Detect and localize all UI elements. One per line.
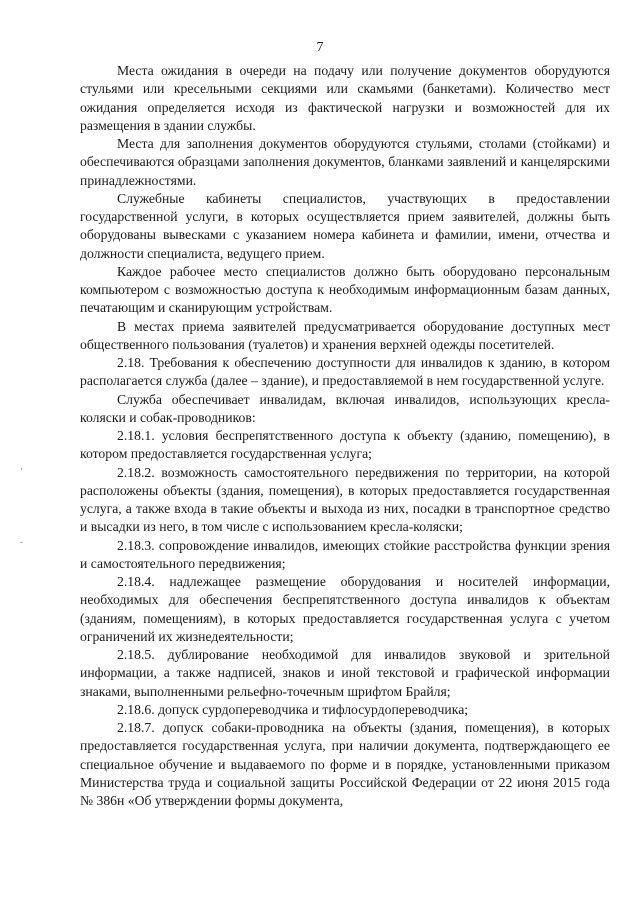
margin-mark: - bbox=[20, 537, 23, 547]
clause-2-18-5: 2.18.5. дублирование необходимой для инвалидов звуковой и зрительной информации, а также надписей, знаков и иной текстовой и графической информации знаками, выполненными рельефно-точечным шрифтом Брайля; bbox=[80, 647, 610, 699]
document-body bbox=[80, 62, 610, 810]
paragraph-workplace-equipment: Каждое рабочее место специалистов должно быть оборудовано персональным компьютером с возможностью доступа к необходимым информационным базам данных, печатающим и сканирующим устройствам. bbox=[80, 263, 610, 316]
page-number: 7 bbox=[316, 40, 324, 55]
section-heading-2-18: 2.18. Требования к обеспечению доступности для инвалидов к зданию, в котором располагается служба (далее – здание), и предоставляемой в нем государственной услуге. bbox=[80, 355, 610, 389]
clause-2-18-7: 2.18.7. допуск собаки-проводника на объекты (здания, помещения), в которых предоставляется государственная услуга, при наличии документа, подтверждающего ее специальное обучение и выдаваемого по форме и в порядке, установленными приказом Министерства труда и социальной защиты Российской Федерации от 22 июня 2015 года № 386н «Об утверждении формы документа, bbox=[80, 720, 610, 808]
paragraph-waiting-places: Места ожидания в очереди на подачу или получение документов оборудуются стульями или кресельными секциями или скамьями (банкетами). Количество мест ожидания определяется исходя из фактической нагрузки и возможностей для их размещения в здании службы. bbox=[80, 63, 610, 133]
margin-mark: , bbox=[20, 461, 23, 471]
clause-2-18-4: 2.18.4. надлежащее размещение оборудования и носителей информации, необходимых для обеспечения беспрепятственного доступа инвалидов к объектам (зданиям, помещениям), в которых предоставляется государственная услуга с учетом ограничений их жизнедеятельности; bbox=[80, 574, 610, 644]
paragraph-filling-places: Места для заполнения документов оборудуются стульями, столами (стойками) и обеспечиваются образцами заполнения документов, бланками заявлений и канцелярскими принадлежностями. bbox=[80, 136, 610, 188]
clause-2-18-2: 2.18.2. возможность самостоятельного передвижения по территории, на которой расположены объекты (здания, помещения), в которых предоставляется государственная услуга, а также входа в такие объекты и выхода из них, посадки в транспортное средство и высадки из него, в том числе с использованием кресла-коляски; bbox=[80, 464, 610, 535]
paragraph-public-facilities: В местах приема заявителей предусматривается оборудование доступных мест общественного пользования (туалетов) и хранения верхней одежды посетителей. bbox=[80, 318, 610, 352]
clause-2-18-3: 2.18.3. сопровождение инвалидов, имеющих стойкие расстройства функции зрения и самостоятельного передвижения; bbox=[80, 537, 610, 571]
clause-2-18-6: 2.18.6. допуск сурдопереводчика и тифлосурдопереводчика; bbox=[117, 701, 469, 717]
paragraph-service-offices: Служебные кабинеты специалистов, участвующих в предоставлении государственной услуги, в которых осуществляется прием заявителей, должны быть оборудованы вывесками с указанием номера кабинета и фамилии, имени, отчества и должности специалиста, ведущего прием. bbox=[80, 190, 610, 261]
clause-2-18-1: 2.18.1. условия беспрепятственного доступа к объекту (зданию, помещению), в котором предоставляется государственная услуга; bbox=[80, 428, 610, 462]
paragraph-service-provides: Служба обеспечивает инвалидам, включая инвалидов, использующих кресла-коляски и собак-проводников: bbox=[80, 391, 610, 425]
